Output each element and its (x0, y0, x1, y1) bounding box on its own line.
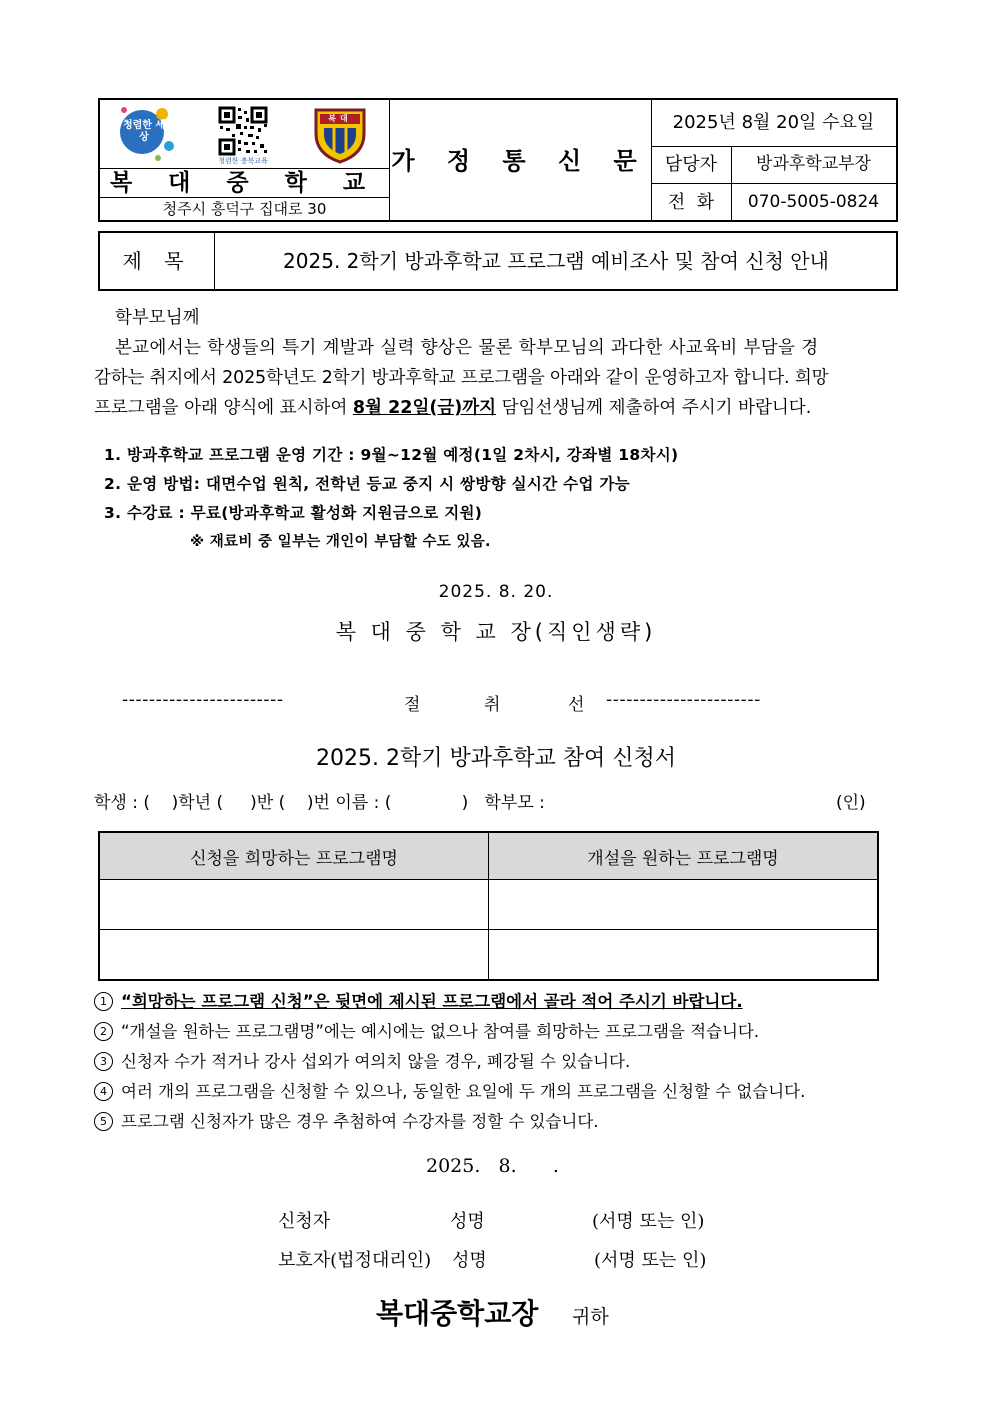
guardian-sign-hint: (서명 또는 인) (594, 1250, 707, 1271)
cut-line-char-2: 취 (484, 695, 501, 715)
emblem-text: 복대 (328, 114, 352, 123)
item-3: 3. 수강료 : 무료(방과후학교 활성화 지원금으로 지원) (104, 504, 483, 522)
guardian-label: 보호자(법정대리인) (278, 1250, 432, 1271)
letter-line-3 (94, 393, 811, 423)
guardian-name-label: 성명 (452, 1250, 487, 1271)
subject-title: 2025. 2학기 방과후학교 프로그램 예비조사 및 참여 신청 안내 (283, 249, 829, 273)
qr-code (218, 106, 268, 165)
cut-line-dashes-left: ------------------------ (122, 690, 284, 710)
submission-date: 2025. 8. . (426, 1155, 559, 1177)
subject-box (98, 231, 898, 291)
desired-program-cell[interactable] (99, 880, 489, 930)
note-5 (94, 1108, 599, 1132)
table-row (99, 880, 878, 930)
note-text: 프로그램 신청자가 많은 경우 추첨하여 수강자를 정할 수 있습니다. (121, 1112, 599, 1131)
cut-line-char-1: 절 (404, 695, 421, 715)
note-1 (94, 988, 743, 1012)
form-title: 2025. 2학기 방과후학교 참여 신청서 (316, 746, 676, 771)
applicant-sign-hint: (서명 또는 인) (592, 1211, 705, 1232)
note-text: 여러 개의 프로그램을 신청할 수 있으나, 동일한 요일에 두 개의 프로그램을 신청할 수 없습니다. (121, 1082, 806, 1101)
cut-line-char-3: 선 (568, 695, 585, 715)
items-note: ※ 재료비 중 일부는 개인이 부담할 수도 있음. (190, 534, 491, 550)
manager-value: 방과후학교부장 (756, 154, 871, 174)
letter-line-1: 본교에서는 학생들의 특기 계발과 실력 향상은 물론 학부모님의 과다한 사교육비 부담을 경 (115, 338, 819, 358)
note-number: 5 (94, 1112, 113, 1131)
issue-date: 2025. 8. 20. (438, 582, 554, 602)
letter-line-2: 감하는 취지에서 2025학년도 2학기 방과후학교 프로그램을 아래와 같이 운영하고자 합니다. 희망 (94, 368, 829, 388)
note-4 (94, 1078, 805, 1102)
subject-label: 제 목 (122, 249, 192, 273)
requested-program-cell[interactable] (489, 930, 879, 981)
note-text: “개설을 원하는 프로그램명”에는 예시에는 없으나 참여를 희망하는 프로그램을 적습니다. (121, 1022, 760, 1041)
letter-line-3-pre: 프로그램을 아래 양식에 표시하여 (94, 398, 353, 418)
manager-label: 담당자 (664, 154, 718, 175)
note-number: 3 (94, 1052, 113, 1071)
note-number: 1 (94, 992, 113, 1011)
header-box (98, 98, 898, 222)
greeting: 학부모님께 (115, 308, 200, 328)
desired-program-cell[interactable] (99, 930, 489, 981)
note-text: “희망하는 프로그램 신청”은 뒷면에 제시된 프로그램에서 골라 적어 주시기 바랍니다. (121, 992, 743, 1011)
issue-date-cell: 2025년 8월 20일 수요일 (672, 112, 875, 133)
school-address: 청주시 흥덕구 집대로 30 (162, 200, 327, 218)
cut-line (122, 690, 874, 714)
qr-caption: 청렴한 충북교육 (218, 157, 268, 165)
note-number: 2 (94, 1022, 113, 1041)
parent-seal: (인) (836, 793, 866, 813)
table-row (99, 930, 878, 981)
school-emblem (310, 104, 370, 166)
school-name: 복 대 중 학 교 (109, 169, 380, 196)
program-table (98, 831, 879, 981)
note-text: 신청자 수가 적거나 강사 섭외가 여의치 않을 경우, 폐강될 수 있습니다. (121, 1052, 631, 1071)
note-number: 4 (94, 1082, 113, 1101)
recipient: 복대중학교장 (376, 1297, 539, 1330)
item-2: 2. 운영 방법: 대면수업 원칙, 전학년 등교 중지 시 쌍방향 실시간 수업 가능 (104, 475, 630, 493)
integrity-logo-text: 청렴한 세상 (122, 120, 166, 143)
phone-value: 070-5005-0824 (747, 192, 880, 212)
cut-line-dashes-right: ----------------------- (606, 690, 761, 710)
applicant-name-label: 성명 (450, 1211, 485, 1232)
item-1: 1. 방과후학교 프로그램 운영 기간 : 9월~12월 예정(1일 2차시, 강좌별 18차시) (104, 446, 679, 464)
note-3 (94, 1048, 630, 1072)
document-type: 가 정 통 신 문 (391, 146, 649, 175)
student-info-line: 학생 : ( )학년 ( )반 ( )번 이름 : ( ) 학부모 : (94, 793, 545, 813)
col-header-requested: 개설을 원하는 프로그램명 (489, 832, 879, 880)
deadline-text: 8월 22일(금)까지 (352, 398, 497, 418)
requested-program-cell[interactable] (489, 880, 879, 930)
note-2 (94, 1018, 759, 1042)
col-header-desired: 신청을 희망하는 프로그램명 (99, 832, 489, 880)
letter-line-3-post: 담임선생님께 제출하여 주시기 바랍니다. (496, 398, 812, 418)
phone-label: 전 화 (667, 192, 715, 213)
integrity-logo (114, 104, 176, 164)
recipient-honorific: 귀하 (572, 1306, 609, 1328)
applicant-label: 신청자 (278, 1211, 331, 1232)
principal-name: 복 대 중 학 교 장(직인생략) (335, 620, 657, 644)
